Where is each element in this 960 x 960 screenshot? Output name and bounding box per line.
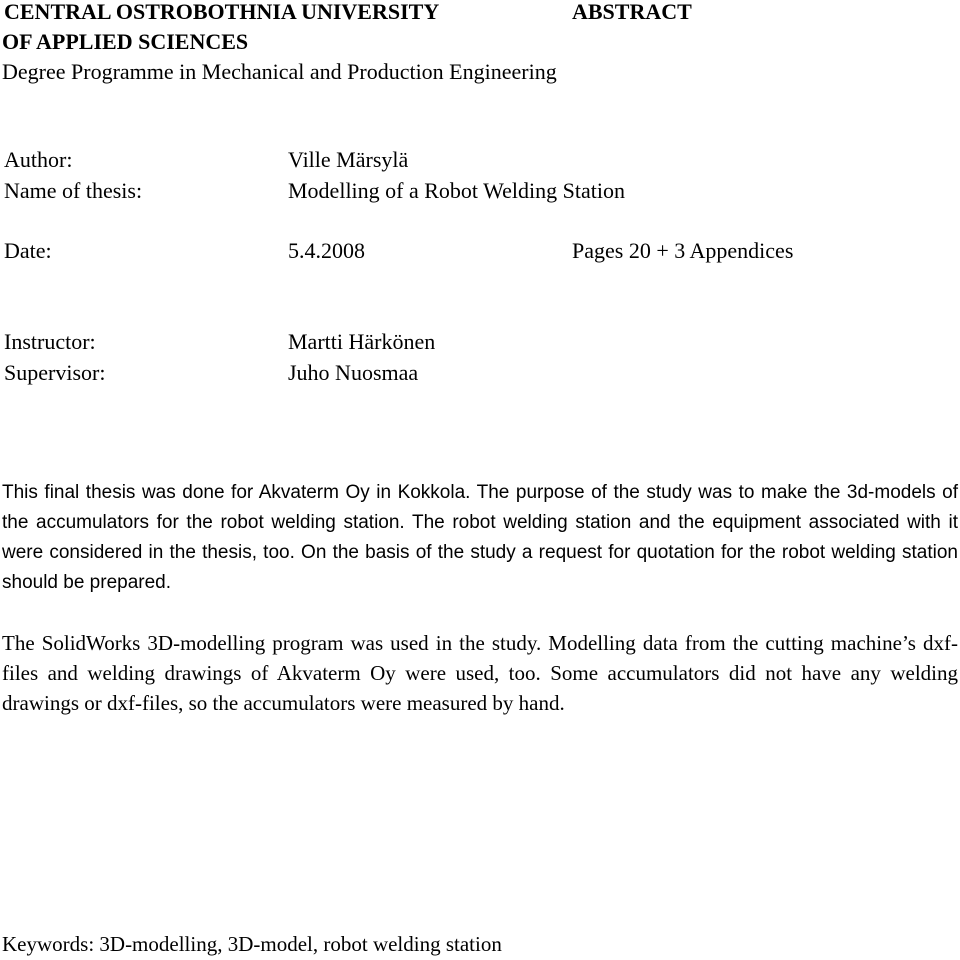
author-value: Ville Märsylä: [288, 147, 409, 172]
degree-programme-text: Degree Programme in Mechanical and Production Engineering: [2, 59, 557, 84]
pages-value: Pages 20 + 3 Appendices: [572, 238, 794, 263]
university-name-line-2-text: OF APPLIED SCIENCES: [2, 29, 249, 54]
date-label: Date:: [4, 238, 52, 263]
university-name-line-2: [2, 27, 248, 57]
date-value: 5.4.2008: [288, 238, 365, 263]
university-name-line-1: CENTRAL OSTROBOTHNIA UNIVERSITY: [4, 0, 440, 24]
abstract-paragraph-2: The SolidWorks 3D-modelling program was used in the study. Modelling data from the cutting machine’s dxf-files and welding drawings of Akvaterm Oy were used, too. Some accumulators did not have any welding drawings or dxf-files, so the accumulators were measured by hand.: [2, 631, 958, 715]
supervisor-value: Juho Nuosmaa: [288, 360, 419, 385]
keywords-text: Keywords: 3D-modelling, 3D-model, robot welding station: [2, 932, 502, 956]
thesis-label: Name of thesis:: [4, 178, 143, 203]
thesis-value: Modelling of a Robot Welding Station: [288, 178, 625, 203]
degree-programme: [2, 57, 557, 87]
supervisor-label: Supervisor:: [4, 360, 106, 385]
document-type-title: ABSTRACT: [572, 0, 692, 24]
instructor-value: Martti Härkönen: [288, 329, 436, 354]
abstract-paragraph-1: This final thesis was done for Akvaterm Oy in Kokkola. The purpose of the study was to make the 3d-models of the accumulators for the robot welding station. The robot welding station and the equipment associated with it were considered in the thesis, too. On the basis of the study a request for quotation for the robot welding station should be prepared.: [2, 482, 958, 593]
keywords: [2, 929, 502, 959]
instructor-label: Instructor:: [4, 329, 96, 354]
author-label: Author:: [4, 147, 73, 172]
